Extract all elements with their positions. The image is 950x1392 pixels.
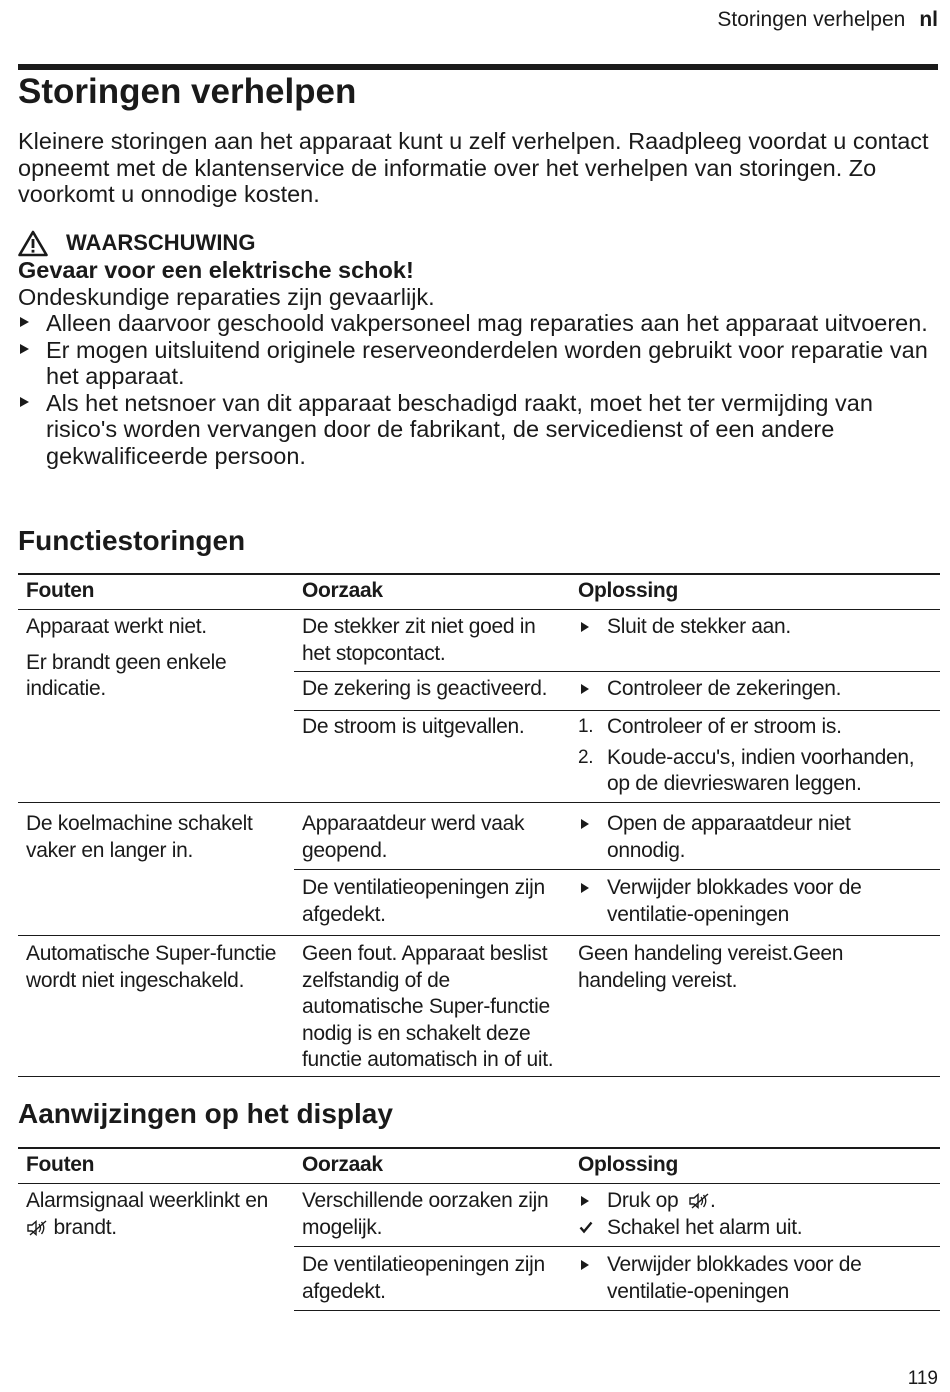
solution-cell [578, 714, 933, 798]
bullet-marker-icon [581, 883, 589, 893]
bullet-marker-icon [581, 1260, 589, 1270]
bullet-marker-icon [581, 819, 589, 829]
solution-text: Verwijder blokkades voor de ventilatie-openingen [607, 876, 862, 926]
cause-cell: Apparaatdeur werd vaak geopend. [302, 812, 525, 862]
column-header-oorzaak: Oorzaak [302, 579, 383, 602]
intro-paragraph: Kleinere storingen aan het apparaat kunt u zelf verhelpen. Raadpleeg voordat u contact opneemt met de klantenservice de informatie over het verhelpen van storingen. Zo voorkomt u onnodige kosten. [18, 128, 929, 207]
step-number: 2. [578, 746, 594, 768]
table-header-row [18, 1147, 940, 1184]
bullet-marker-icon [20, 397, 29, 407]
step-number: 1. [578, 716, 594, 737]
warning-label: WAARSCHUWING [66, 230, 256, 256]
solution-text: Koude-accu's, indien voorhanden, op de dievrieswaren leggen. [607, 745, 915, 795]
running-header [717, 8, 938, 32]
warning-bullet [18, 390, 940, 470]
cause-cell: De zekering is geactiveerd. [302, 677, 548, 700]
warning-heading: Gevaar voor een elektrische schok! [18, 257, 414, 283]
row-divider [294, 671, 940, 672]
row-divider [294, 710, 940, 711]
header-rule [18, 64, 938, 70]
warning-bullet-text: Alleen daarvoor geschoold vakpersoneel mag reparaties aan het apparaat uitvoeren. [46, 310, 928, 336]
column-header-oorzaak: Oorzaak [302, 1153, 383, 1176]
solution-text: Controleer of er stroom is. [607, 715, 842, 738]
fault-text: brandt. [53, 1215, 117, 1239]
section-heading-functiestoringen: Functiestoringen [18, 525, 246, 556]
column-header-fouten: Fouten [26, 579, 95, 602]
warning-triangle-icon [18, 230, 48, 257]
solution-text: . [709, 1189, 716, 1212]
solution-cell [578, 811, 933, 864]
cause-cell: De stroom is uitgevallen. [302, 715, 525, 738]
page-number: 119 [907, 1368, 938, 1389]
solution-cell [578, 676, 933, 703]
solution-cell [578, 1252, 933, 1305]
group-divider [18, 802, 940, 803]
cause-cell: De ventilatieopeningen zijn afgedekt. [302, 876, 545, 926]
alarm-off-icon [688, 1193, 710, 1209]
fault-cell: De koelmachine schakelt vaker en langer in. [26, 812, 253, 862]
cause-cell: Verschillende oorzaken zijn mogelijk. [302, 1189, 549, 1239]
fault-table [18, 573, 940, 1081]
checkmark-icon [579, 1220, 593, 1234]
fault-text: Apparaat werkt niet. [26, 615, 207, 638]
bullet-marker-icon [581, 684, 589, 694]
solution-text: Controleer de zekeringen. [607, 677, 842, 700]
fault-cell: Automatische Super-functie wordt niet ingeschakeld. [26, 942, 277, 992]
cause-cell: De ventilatieopeningen zijn afgedekt. [302, 1253, 545, 1303]
warning-bullet [18, 310, 940, 337]
row-divider [294, 869, 940, 870]
running-header-section: Storingen verhelpen [717, 8, 906, 31]
fault-text: Er brandt geen enkele indicatie. [26, 650, 227, 700]
section-heading-display: Aanwijzingen op het display [18, 1098, 393, 1129]
display-table [18, 1147, 940, 1317]
fault-text: Alarmsignaal weerklinkt en [26, 1189, 268, 1212]
table-bottom-rule [294, 1310, 940, 1311]
group-divider [18, 935, 940, 936]
bullet-marker-icon [20, 317, 29, 327]
bullet-marker-icon [581, 622, 589, 632]
table-bottom-rule [18, 1076, 940, 1077]
solution-text: Verwijder blokkades voor de ventilatie-openingen [607, 1253, 862, 1303]
cause-cell: De stekker zit niet goed in het stopcontact. [302, 615, 536, 665]
fault-cell [26, 1188, 288, 1241]
solution-cell [578, 1188, 933, 1241]
warning-title [18, 230, 940, 257]
warning-bullet-text: Er mogen uitsluitend originele reserveonderdelen worden gebruikt voor reparatie van het apparaat. [46, 336, 928, 389]
fault-cell [26, 614, 288, 703]
language-tag: nl [919, 8, 938, 31]
row-divider [294, 1246, 940, 1247]
alarm-off-icon [26, 1220, 48, 1236]
warning-bullet [18, 337, 940, 390]
solution-text: Schakel het alarm uit. [607, 1215, 803, 1239]
column-header-oplossing: Oplossing [578, 1153, 678, 1176]
solution-text: Druk op [607, 1189, 679, 1212]
bullet-marker-icon [20, 344, 29, 354]
column-header-oplossing: Oplossing [578, 579, 678, 602]
solution-text: Open de apparaatdeur niet onnodig. [607, 812, 851, 862]
warning-text: Ondeskundige reparaties zijn gevaarlijk. [18, 283, 435, 310]
warning-bullet-text: Als het netsnoer van dit apparaat beschadigd raakt, moet het ter vermijding van risico's worden vervangen door de fabrikant, de servicedienst of een andere gekwalificeerde persoon. [46, 389, 873, 469]
column-header-fouten: Fouten [26, 1153, 95, 1176]
solution-cell [578, 875, 933, 928]
solution-text: Sluit de stekker aan. [607, 615, 791, 638]
page-title: Storingen verhelpen [18, 72, 357, 111]
solution-cell [578, 614, 933, 641]
table-header-row [18, 573, 940, 610]
solution-cell: Geen handeling vereist.Geen handeling vereist. [578, 942, 844, 992]
cause-cell: Geen fout. Apparaat beslist zelfstandig of de automatische Super-functie nodig is en schakelt deze functie automatisch in of uit. [302, 942, 554, 1071]
bullet-marker-icon [581, 1196, 589, 1206]
warning-block [18, 230, 940, 469]
